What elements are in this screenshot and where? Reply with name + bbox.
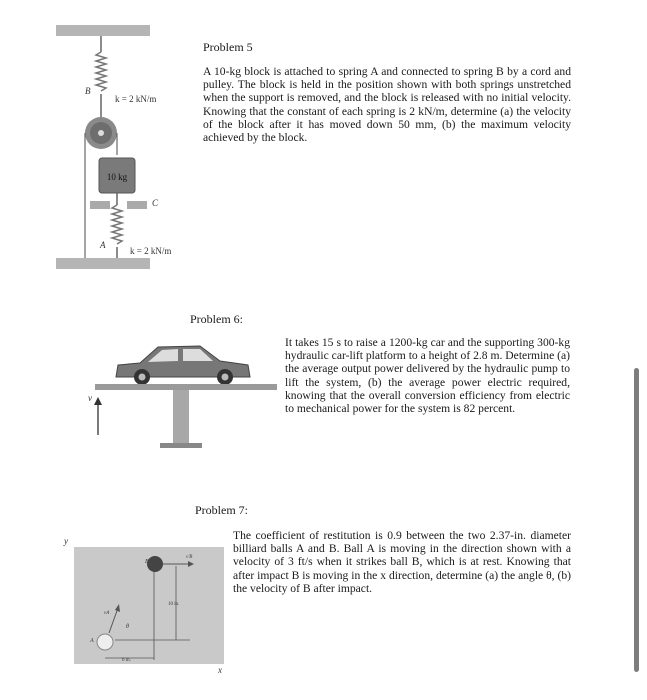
x-axis-label: x bbox=[218, 665, 222, 675]
vb-label: v'B bbox=[186, 555, 193, 560]
problem6-title: Problem 6: bbox=[190, 312, 243, 326]
velocity-label: v bbox=[88, 393, 92, 403]
billiard-figure bbox=[60, 530, 230, 675]
problem6-text: It takes 15 s to raise a 1200-kg car and the supporting 300-kg hydraulic car-lift platform to a height of 2.8 m. Determine (a) the average output power delivered by the hydraulic pump to lift the system, (b) the average power electric required, knowing that the overall conversion efficiency from electric to mechanical power for the system is 82 percent. bbox=[285, 336, 570, 416]
theta-label: θ bbox=[126, 624, 129, 630]
mass-label: 10 kg bbox=[106, 172, 128, 182]
y-axis-label: y bbox=[64, 536, 68, 546]
ball-b-label: B bbox=[145, 559, 149, 565]
spring-pulley-figure bbox=[50, 10, 200, 280]
problem5-title: Problem 5 bbox=[203, 40, 253, 54]
k-a-label: k = 2 kN/m bbox=[130, 246, 172, 256]
spring-b-label: B bbox=[85, 86, 91, 96]
car-lift-figure bbox=[80, 335, 280, 455]
height-label: 10 in. bbox=[168, 602, 180, 607]
va-label: vA bbox=[104, 611, 110, 616]
ball-a-label: A bbox=[90, 638, 94, 644]
problem7-text: The coefficient of restitution is 0.9 between the two 2.37-in. diameter billiard balls A and B. Ball A is moving in the direction shown with a velocity of 3 ft/s when it strikes ball B, which is at rest. Knowing that after impact B is moving in the x direction, determine (a) the angle θ, (b) the velocity of B after impact. bbox=[233, 529, 571, 595]
problem7-title: Problem 7: bbox=[195, 503, 248, 517]
support-c-label: C bbox=[152, 198, 159, 208]
spring-a-label: A bbox=[100, 240, 106, 250]
vertical-scrollbar[interactable] bbox=[634, 368, 639, 672]
k-b-label: k = 2 kN/m bbox=[115, 94, 157, 104]
width-label: 6 in. bbox=[122, 658, 131, 663]
problem5-text: A 10-kg block is attached to spring A and connected to spring B by a cord and pulley. The block is held in the position shown with both springs unstretched when the support is removed, and the block is released with no initial velocity. Knowing that the constant of each spring is 2 kN/m, determine (a) the velocity of the block after it has moved down 50 mm, (b) the maximum velocity achieved by the block. bbox=[203, 65, 571, 145]
